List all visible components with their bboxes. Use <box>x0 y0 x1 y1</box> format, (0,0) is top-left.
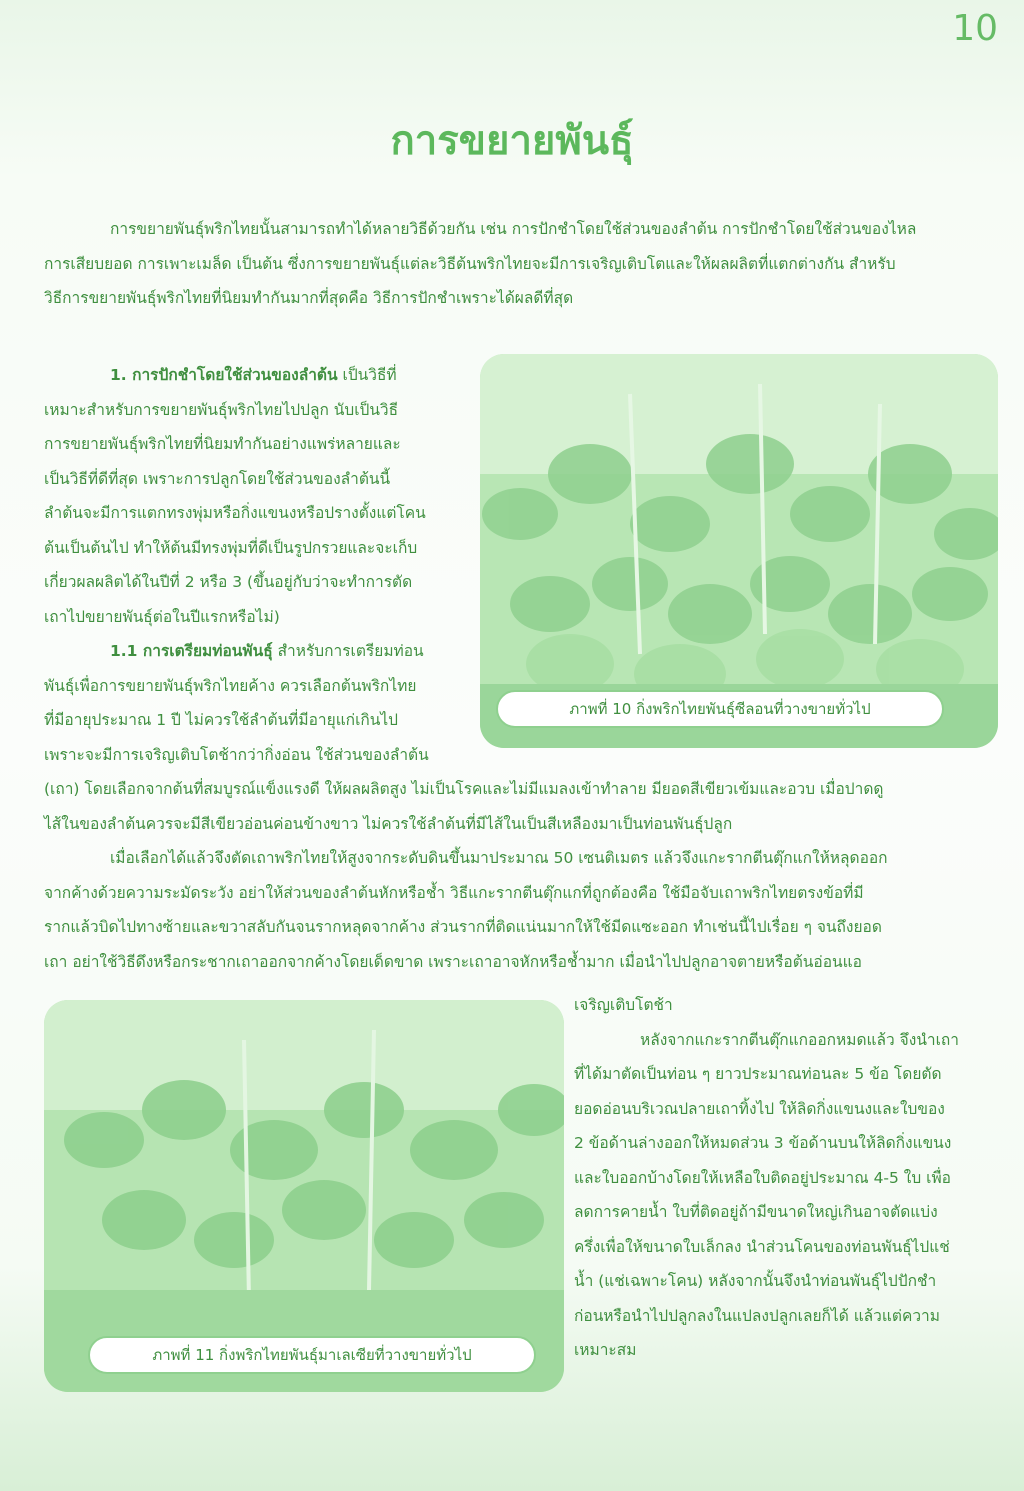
pepper-cuttings-image <box>44 1000 564 1392</box>
full-width-line: (เถา) โดยเลือกจากต้นที่สมบูรณ์แข็งแรงดี ให้ผลผลิตสูง ไม่เป็นโรคและไม่มีแมลงเข้าทำลาย มียอดสีเขียวเข้มและอวบ เมื่อปาดดู <box>44 780 884 798</box>
right-col-line: 2 ข้อด้านล่างออกให้หมดส่วน 3 ข้อด้านบนให้ลิดกิ่งแขนง <box>574 1134 952 1152</box>
section-1-line: การขยายพันธุ์พริกไทยที่นิยมทำกันอย่างแพร่หลายและ <box>44 435 401 453</box>
page-title: การขยายพันธุ์ <box>390 118 634 164</box>
figure-11-caption: ภาพที่ 11 กิ่งพริกไทยพันธุ์มาเลเซียที่วางขายทั่วไป <box>88 1336 536 1374</box>
section-1-1-line: เพราะจะมีการเจริญเติบโตช้ากว่ากิ่งอ่อน ใช้ส่วนของลำต้น <box>44 745 429 764</box>
page-number: 10 <box>952 8 998 49</box>
right-col-line: ที่ได้มาตัดเป็นท่อน ๆ ยาวประมาณท่อนละ 5 ข้อ โดยตัด <box>574 1065 942 1083</box>
right-col-line: เจริญเติบโตช้า <box>574 996 673 1014</box>
section-1-1-line: ที่มีอายุประมาณ 1 ปี ไม่ควรใช้ลำต้นที่มีอายุแก่เกินไป <box>44 711 398 729</box>
section-1-line: เกี่ยวผลผลิตได้ในปีที่ 2 หรือ 3 (ขึ้นอยู่กับว่าจะทำการตัด <box>44 573 413 591</box>
right-col-line: ก่อนหรือนำไปปลูกลงในแปลงปลูกเลยก็ได้ แล้วแต่ความ <box>574 1306 940 1325</box>
section-1-line: ต้นเป็นต้นไป ทำให้ต้นมีทรงพุ่มที่ดีเป็นรูปกรวยและจะเก็บ <box>44 538 418 557</box>
section-1-heading: 1. การปักชำโดยใช้ส่วนของลำต้น <box>110 366 338 384</box>
section-1-line: เป็นวิธีที่ดีที่สุด เพราะการปลูกโดยใช้ส่วนของลำต้นนี้ <box>44 469 391 488</box>
intro-line: การขยายพันธุ์พริกไทยนั้นสามารถทำได้หลายวิธีด้วยกัน เช่น การปักชำโดยใช้ส่วนของลำต้น การปักชำโดยใช้ส่วนของไหล <box>110 220 917 238</box>
full-width-paragraph <box>44 772 994 979</box>
right-column-text <box>574 988 994 1368</box>
para2-line: จากค้างด้วยความระมัดระวัง อย่าให้ส่วนของลำต้นหักหรือช้ำ วิธีแกะรากตีนตุ๊กแกที่ถูกต้องคือ ใช้มือจับเถาพริกไทยตรงข้อที่มี <box>44 883 864 902</box>
right-col-line: ครึ่งเพื่อให้ขนาดใบเล็กลง นำส่วนโคนของท่อนพันธุ์ไปแช่ <box>574 1237 950 1256</box>
right-col-line: ลดการคายน้ำ ใบที่ติดอยู่ถ้ามีขนาดใหญ่เกินอาจตัดแบ่ง <box>574 1203 938 1221</box>
para2-line: รากแล้วบิดไปทางซ้ายและขวาสลับกันจนรากหลุดจากค้าง ส่วนรากที่ติดแน่นมากให้ใช้มีดแซะออก ทำเช่นนี้ไปเรื่อย ๆ จนถึงยอด <box>44 918 882 936</box>
intro-line: การเสียบยอด การเพาะเมล็ด เป็นต้น ซึ่งการขยายพันธุ์แต่ละวิธีต้นพริกไทยจะมีการเจริญเติบโตและให้ผลผลิตที่แตกต่างกัน สำหรับ <box>44 254 896 273</box>
intro-paragraph <box>44 212 994 316</box>
right-col-line: ยอดอ่อนบริเวณปลายเถาทิ้งไป ให้ลิดกิ่งแขนงและใบของ <box>574 1099 945 1118</box>
section-1-1-first-tail: สำหรับการเตรียมท่อน <box>272 642 424 660</box>
right-col-line: และใบออกบ้างโดยให้เหลือใบติดอยู่ประมาณ 4-5 ใบ เพื่อ <box>574 1168 951 1187</box>
para2-line: เมื่อเลือกได้แล้วจึงตัดเถาพริกไทยให้สูงจากระดับดินขึ้นมาประมาณ 50 เซนติเมตร แล้วจึงแกะรากตีนตุ๊กแกให้หลุดออก <box>110 849 888 867</box>
section-1-line: เหมาะสำหรับการขยายพันธุ์พริกไทยไปปลูก นับเป็นวิธี <box>44 400 399 419</box>
section-1-text <box>44 358 484 772</box>
para2-line: เถา อย่าใช้วิธีดึงหรือกระชากเถาออกจากค้างโดยเด็ดขาด เพราะเถาอาจหักหรือช้ำมาก เมื่อนำไปปลูกอาจตายหรือต้นอ่อนแอ <box>44 952 862 971</box>
section-1-line: ลำต้นจะมีการแตกทรงพุ่มหรือกิ่งแขนงหรือปรางตั้งแต่โคน <box>44 504 426 522</box>
section-1-1-line: พันธุ์เพื่อการขยายพันธุ์พริกไทยค้าง ควรเลือกต้นพริกไทย <box>44 676 417 695</box>
section-1-line: เถาไปขยายพันธุ์ต่อในปีแรกหรือไม่) <box>44 607 280 626</box>
section-1-first-tail: เป็นวิธีที่ <box>337 366 397 384</box>
right-col-line: น้ำ (แช่เฉพาะโคน) หลังจากนั้นจึงนำท่อนพันธุ์ไปปักชำ <box>574 1272 937 1290</box>
full-width-line: ไส้ในของลำต้นควรจะมีสีเขียวอ่อนค่อนข้างขาว ไม่ควรใช้ลำต้นที่มีไส้ในเป็นสีเหลืองมาเป็นท่อนพันธุ์ปลูก <box>44 814 733 833</box>
pepper-seedlings-image <box>480 354 998 748</box>
figure-11-photo <box>44 1000 564 1392</box>
intro-line: วิธีการขยายพันธุ์พริกไทยที่นิยมทำกันมากที่สุดคือ วิธีการปักชำเพราะได้ผลดีที่สุด <box>44 289 574 307</box>
figure-10-photo <box>480 354 998 748</box>
section-1-1-heading: 1.1 การเตรียมท่อนพันธุ์ <box>110 642 273 660</box>
figure-10-caption: ภาพที่ 10 กิ่งพริกไทยพันธุ์ซีลอนที่วางขายทั่วไป <box>496 690 944 728</box>
section-1-1-first-line <box>44 634 484 669</box>
right-col-line: เหมาะสม <box>574 1341 637 1359</box>
section-1-first-line <box>44 358 484 393</box>
right-col-line: หลังจากแกะรากตีนตุ๊กแกออกหมดแล้ว จึงนำเถา <box>640 1030 960 1049</box>
